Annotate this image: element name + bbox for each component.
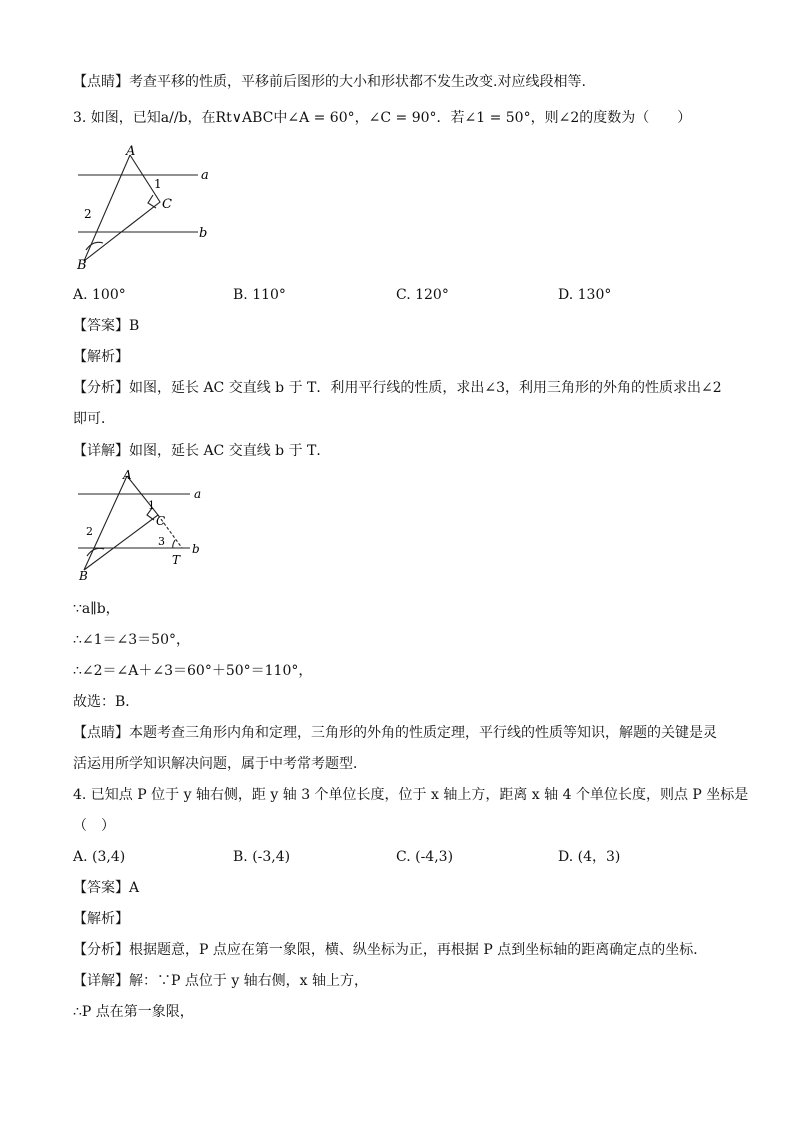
figure-q3: [68, 142, 218, 274]
text-line: ∴∠1＝∠3＝50°，: [73, 632, 190, 648]
label-angle-2: 2: [86, 525, 93, 538]
text-line: 即可．: [73, 411, 115, 427]
option-d: D. (4，3): [558, 849, 621, 865]
answer-label: 【答案】B: [73, 318, 140, 334]
text-line: 【详解】解：∵P 点位于 y 轴右侧，x 轴上方，: [73, 973, 369, 989]
text-line: 【点睛】本题考查三角形内角和定理，三角形的外角的性质定理，平行线的性质等知识，解题的关键是灵: [73, 725, 717, 741]
text-line: 活运用所学知识解决问题，属于中考常考题型．: [73, 756, 367, 772]
text-line: ∵a∥b，: [73, 601, 120, 617]
label-A: A: [126, 144, 136, 159]
answer-label: 【答案】A: [73, 880, 140, 896]
label-C: C: [162, 197, 172, 212]
option-b: B. (-3,4): [233, 849, 291, 865]
label-C: C: [156, 514, 166, 528]
triangle-abc: [84, 155, 160, 261]
text-line: 故选：B．: [73, 694, 140, 710]
label-angle-1: 1: [148, 499, 155, 512]
analysis-label: 【解析】: [73, 911, 129, 927]
text-line: （ ）: [73, 818, 115, 834]
label-T: T: [172, 553, 181, 567]
angle-3-arc: [173, 540, 175, 548]
option-a: A. (3,4): [73, 849, 126, 865]
text-line: 【分析】如图，延长 AC 交直线 b 于 T．利用平行线的性质，求出∠3，利用三角形的外角的性质求出∠2: [73, 380, 722, 396]
angle-2-arc: [87, 548, 104, 556]
label-b: b: [192, 542, 200, 556]
triangle-abc: [84, 476, 158, 570]
option-c: C. 120°: [396, 287, 449, 303]
analysis-label: 【解析】: [73, 349, 129, 365]
label-a: a: [201, 168, 209, 183]
option-c: C. (-4,3): [396, 849, 454, 865]
question-3-stem: 3. 如图，已知a//b，在Rt∨ABC中∠A = 60°，∠C = 90°．若∠1 = 50°，则∠2的度数为（ ）: [73, 110, 692, 126]
text-line: ∴P 点在第一象限，: [73, 1004, 194, 1020]
question-4-stem: 4. 已知点 P 位于 y 轴右侧，距 y 轴 3 个单位长度，位于 x 轴上方，距离 x 轴 4 个单位长度，则点 P 坐标是: [73, 787, 749, 803]
text-line: ∴∠2＝∠A＋∠3＝60°＋50°＝110°，: [73, 663, 313, 679]
option-b: B. 110°: [233, 287, 286, 303]
label-b: b: [199, 226, 208, 241]
figure-q3-solution: [68, 467, 216, 587]
label-a: a: [194, 487, 202, 501]
label-A: A: [123, 468, 132, 482]
label-B: B: [77, 258, 87, 273]
text-line: 【分析】根据题意，P 点应在第一象限，横、纵坐标为正，再根据 P 点到坐标轴的距离确定点的坐标．: [73, 942, 708, 958]
label-angle-2: 2: [84, 207, 92, 221]
label-B: B: [79, 569, 88, 583]
option-a: A. 100°: [73, 287, 126, 303]
label-angle-1: 1: [154, 177, 162, 191]
text-line: 【点睛】考查平移的性质，平移前后图形的大小和形状都不发生改变.对应线段相等.: [73, 74, 586, 90]
label-angle-3: 3: [158, 535, 165, 548]
text-line: 【详解】如图，延长 AC 交直线 b 于 T．: [73, 443, 331, 459]
option-d: D. 130°: [558, 287, 612, 303]
